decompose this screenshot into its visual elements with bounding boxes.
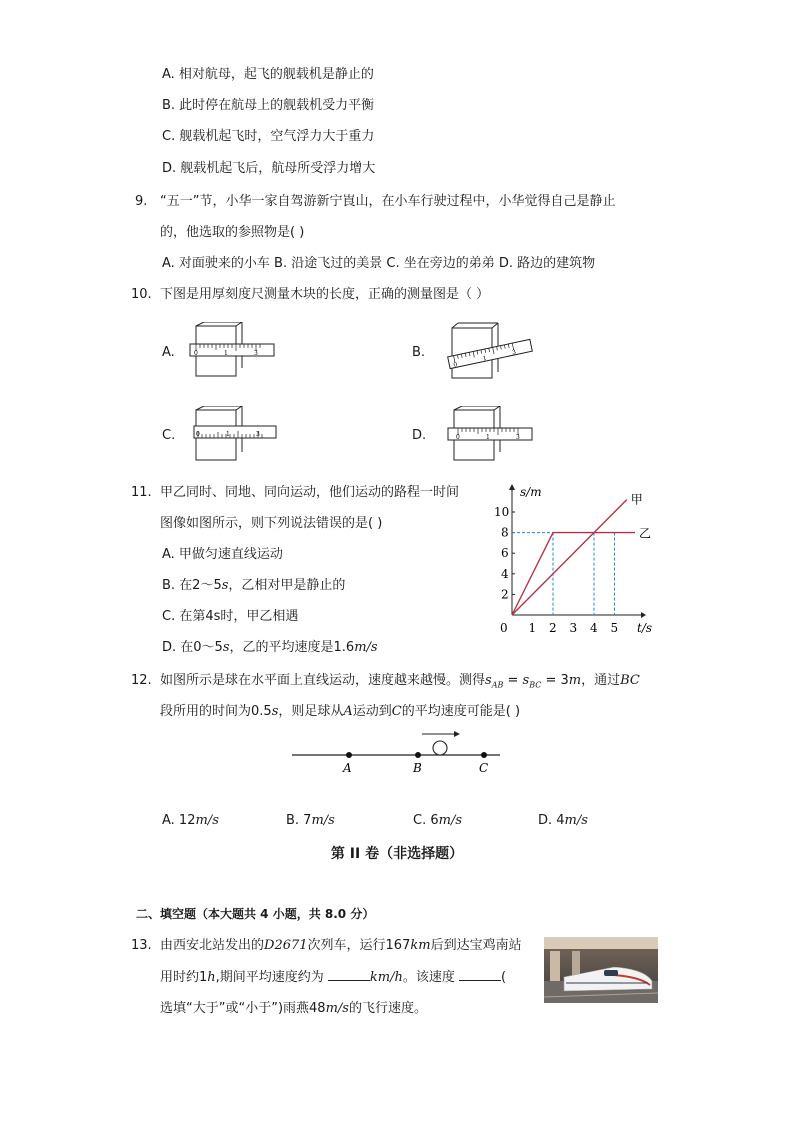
q12-number: 12. — [131, 673, 152, 688]
q11-option-b: B. 在2～5s，乙相对甲是静止的 — [162, 578, 346, 593]
q10-label-b: B. — [412, 345, 426, 360]
x-tick-label: 5 — [610, 621, 619, 635]
ruler-figure-d — [444, 406, 536, 464]
q11-number: 11. — [131, 485, 152, 500]
ball-motion-diagram — [290, 726, 504, 776]
y-tick-label: 10 — [494, 505, 510, 519]
point-a-dot — [346, 752, 352, 758]
q13-line3: 选填“大于”或“小于”)雨燕48m/s的飞行速度。 — [160, 1001, 427, 1016]
ruler-c-tick-1: 1 — [226, 431, 230, 438]
q10-label-c: C. — [162, 428, 176, 443]
q12-stem-line2: 段所用的时间为0.5s，则足球从A运动到C的平均速度可能是( ) — [160, 704, 521, 719]
q11-stem-line2: 图像如图所示，则下列说法错误的是( ) — [160, 516, 383, 531]
series-line-yi — [512, 533, 635, 615]
q10-label-a: A. — [162, 345, 175, 360]
x-axis-label: t/s — [637, 621, 653, 635]
point-b-dot — [415, 752, 421, 758]
q8-option-b: B. 此时停在航母上的舰载机受力平衡 — [162, 98, 375, 113]
ruler-b-tick-0: 0 — [452, 361, 459, 369]
q10-number: 10. — [131, 287, 152, 302]
point-a-label: A — [343, 761, 352, 775]
ruler-a-tick-0: 0 — [194, 350, 198, 357]
q10-stem: 下图是用厚刻度尺测量木块的长度，正确的测量图是（ ） — [160, 287, 490, 302]
q8-option-d: D. 舰载机起飞后，航母所受浮力增大 — [162, 161, 376, 176]
ruler-figure-a — [186, 322, 278, 380]
y-tick-label: 2 — [501, 587, 509, 602]
point-b-label: B — [413, 761, 422, 775]
y-tick-label: 6 — [501, 546, 509, 561]
y-axis-arrow — [509, 484, 515, 490]
x-tick-label: 2 — [549, 621, 557, 635]
x-tick-label: 1 — [528, 621, 537, 635]
q12-option-a: A. 12m/s — [162, 813, 219, 828]
q9-stem-line1: “五一”节，小华一家自驾游新宁崀山，在小车行驶过程中，小华觉得自己是静止 — [160, 194, 616, 209]
y-tick-label: 4 — [501, 566, 509, 581]
q13-line2: 用时约1h,期间平均速度约为 km/h。该速度 ( — [160, 970, 507, 985]
part-2-heading: 二、填空题（本大题共 4 小题，共 8.0 分） — [136, 907, 375, 921]
series-line-jia — [512, 500, 627, 615]
q11-option-c: C. 在第4s时，甲乙相遇 — [162, 609, 299, 624]
ruler-b-tick-3: 3 — [511, 348, 517, 357]
series-label-yi: 乙 — [639, 526, 652, 541]
velocity-arrow-head — [454, 731, 460, 737]
q12-option-c: C. 6m/s — [413, 813, 463, 828]
ruler-a-tick-3: 3 — [254, 350, 258, 357]
q11-option-d: D. 在0～5s，乙的平均速度是1.6m/s — [162, 640, 378, 655]
q8-option-a: A. 相对航母，起飞的舰载机是静止的 — [162, 67, 374, 82]
q9-options: A. 对面驶来的小车 B. 沿途飞过的美景 C. 坐在旁边的弟弟 D. 路边的建筑物 — [162, 256, 596, 271]
q13-number: 13. — [131, 938, 152, 953]
x-axis-arrow — [641, 612, 646, 618]
ruler-d-tick-3: 3 — [516, 434, 520, 441]
ruler-b-tick-1: 1 — [482, 354, 488, 363]
q13-line1: 由西安北站发出的D2671次列车，运行167km后到达宝鸡南站 — [160, 938, 522, 953]
x-tick-label: 3 — [569, 621, 578, 635]
q11-option-a: A. 甲做匀速直线运动 — [162, 547, 283, 562]
ball — [433, 741, 447, 755]
section-2-title: 第 II 卷（非选择题） — [330, 846, 464, 862]
q13-blank-2[interactable] — [459, 968, 501, 981]
point-c-label: C — [479, 761, 489, 775]
point-c-dot — [481, 752, 487, 758]
y-axis-label: s/m — [520, 485, 542, 499]
series-label-jia: 甲 — [630, 492, 643, 507]
q10-label-d: D. — [412, 428, 427, 443]
q9-stem-line2: 的，他选取的参照物是( ) — [160, 225, 305, 240]
q12-option-d: D. 4m/s — [538, 813, 588, 828]
ruler-figure-c — [186, 406, 278, 464]
x-tick-label: 0 — [500, 621, 508, 635]
ruler-c-tick-0: 0 — [196, 431, 200, 438]
ruler-d-tick-0: 0 — [456, 434, 460, 441]
ruler-c-tick-3: 3 — [256, 431, 260, 438]
q12-option-b: B. 7m/s — [286, 813, 335, 828]
ruler-d-tick-1: 1 — [486, 434, 490, 441]
q11-stem-line1: 甲乙同时、同地、同向运动，他们运动的路程一时间 — [160, 485, 460, 500]
q9-number: 9. — [135, 194, 148, 209]
st-graph — [492, 480, 670, 638]
train-photo — [544, 937, 658, 1003]
ruler-figure-b — [444, 322, 536, 380]
q13-blank-1[interactable] — [328, 968, 370, 981]
ruler-a-tick-1: 1 — [224, 350, 228, 357]
q12-stem-line1: 如图所示是球在水平面上直线运动，速度越来越慢。测得$s_{AB} = s_{BC} = 3m$，通过BC — [160, 673, 640, 690]
x-tick-label: 4 — [590, 621, 598, 635]
q8-option-c: C. 舰载机起飞时，空气浮力大于重力 — [162, 129, 375, 144]
y-tick-label: 8 — [501, 525, 509, 540]
